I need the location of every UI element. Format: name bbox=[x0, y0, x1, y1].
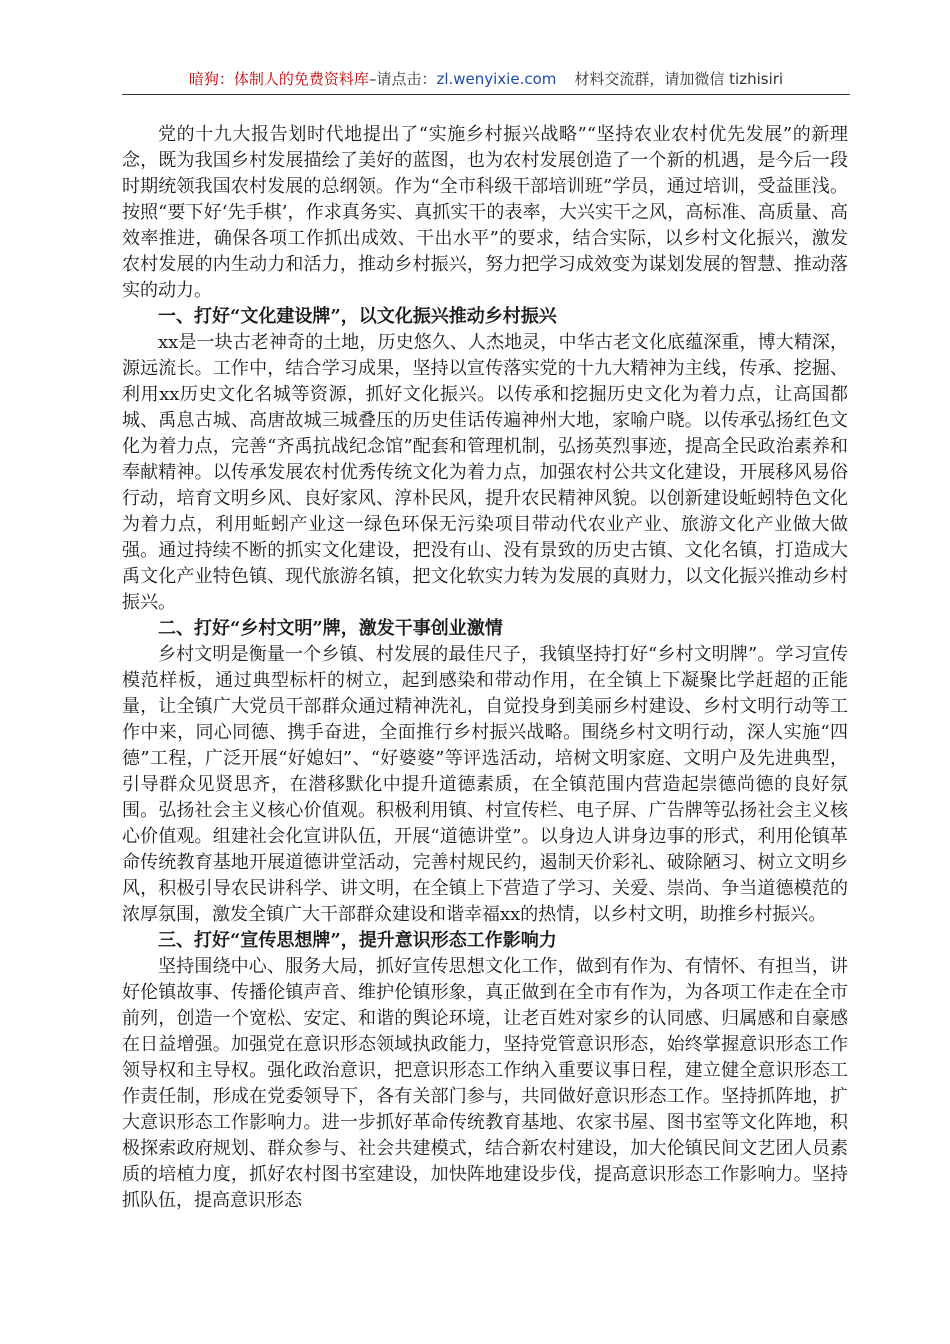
page-header bbox=[122, 66, 850, 95]
section-paragraph-2: 乡村文明是衡量一个乡镇、村发展的最佳尺子，我镇坚持打好“乡村文明牌”。学习宣传模范样板，通过典型标杆的树立，起到感染和带动作用，在全镇上下凝聚比学赶超的正能量，让全镇广大党员干部群众通过精神洗礼，自觉投身到美丽乡村建设、乡村文明行动等工作中来，同心同德、携手奋进，全面推行乡村振兴战略。围绕乡村文明行动，深人实施“四德”工程，广泛开展“好媳妇”、“好婆婆”等评选活动，培树文明家庭、文明户及先进典型，引导群众见贤思齐，在潜移默化中提升道德素质，在全镇范围内营造起崇德尚德的良好氛围。弘扬社会主义核心价值观。积极利用镇、村宣传栏、电子屏、广告牌等弘扬社会主义核心价值观。组建社会化宣讲队伍，开展“道德讲堂”。以身边人讲身边事的形式，利用伦镇革命传统教育基地开展道德讲堂活动，完善村规民约，遏制天价彩礼、破除陋习、树立文明乡风，积极引导农民讲科学、讲文明，在全镇上下营造了学习、关爱、崇尚、争当道德模范的浓厚氛围，激发全镇广大干部群众建设和谐幸福xx的热情，以乡村文明，助推乡村振兴。 bbox=[122, 644, 848, 925]
section-heading-2: 二、打好“乡村文明”牌，激发干事创业激情 bbox=[158, 618, 503, 639]
section-paragraph-3: 坚持围绕中心、服务大局，抓好宣传思想文化工作，做到有作为、有情怀、有担当，讲好伦镇故事、传播伦镇声音、维护伦镇形象，真正做到在全市有作为，为各项工作走在全市前列，创造一个宽松、安定、和谐的舆论环境，让老百姓对家乡的认同感、归属感和自豪感在日益增强。加强党在意识形态领域执政能力，坚持党管意识形态，始终掌握意识形态工作领导权和主导权。强化政治意识，把意识形态工作纳入重要议事日程，建立健全意识形态工作责任制，形成在党委领导下，各有关部门参与，共同做好意识形态工作。坚持抓阵地，扩大意识形态工作影响力。进一步抓好革命传统教育基地、农家书屋、图书室等文化阵地，积极探索政府规划、群众参与、社会共建模式，结合新农村建设，加大伦镇民间文艺团人员素质的培植力度，抓好农村图书室建设，加快阵地建设步伐，提高意识形态工作影响力。坚持抓队伍，提高意识形态 bbox=[122, 956, 848, 1211]
intro-paragraph: 党的十九大报告划时代地提出了“实施乡村振兴战略”“坚持农业农村优先发展”的新理念，既为我国乡村发展描绘了美好的蓝图，也为农村发展创造了一个新的机遇，是今后一段时期统领我国农村发展的总纲领。作为“全市科级干部培训班”学员，通过培训，受益匪浅。按照“要下好‘先手棋’，作求真务实、真抓实干的表率，大兴实干之风，高标准、高质量、高效率推进，确保各项工作抓出成效、干出水平”的要求，结合实际，以乡村文化振兴，激发农村发展的内生动力和活力，推动乡村振兴，努力把学习成效变为谋划发展的智慧、推动落实的动力。 bbox=[122, 124, 848, 301]
header-prompt: –请点击： bbox=[368, 70, 437, 88]
document-body bbox=[122, 122, 848, 1214]
header-url-link[interactable]: zl.wenyixie.com bbox=[436, 70, 557, 88]
header-brand: 暗狗：体制人的免费资料库 bbox=[188, 70, 369, 88]
section-heading-3: 三、打好“宣传思想牌”，提升意识形态工作影响力 bbox=[158, 930, 557, 951]
section-heading-1: 一、打好“文化建设牌”，以文化振兴推动乡村振兴 bbox=[158, 306, 557, 327]
header-wechat-note: 材料交流群，请加微信 tizhisiri bbox=[574, 70, 784, 88]
section-paragraph-1: xx是一块古老神奇的土地，历史悠久、人杰地灵，中华古老文化底蕴深重，博大精深，源远流长。工作中，结合学习成果，坚持以宣传落实党的十九大精神为主线，传承、挖掘、利用xx历史文化名城等资源，抓好文化振兴。以传承和挖掘历史文化为着力点，让高国都城、禹息古城、高唐故城三城叠压的历史佳话传遍神州大地，家喻户晓。以传承弘扬红色文化为着力点，完善“齐禹抗战纪念馆”配套和管理机制，弘扬英烈事迹，提高全民政治素养和奉献精神。以传承发展农村优秀传统文化为着力点，加强农村公共文化建设，开展移风易俗行动，培育文明乡风、良好家风、淳朴民风，提升农民精神风貌。以创新建设蚯蚓特色文化为着力点，利用蚯蚓产业这一绿色环保无污染项目带动代农业产业、旅游文化产业做大做强。通过持续不断的抓实文化建设，把没有山、没有景致的历史古镇、文化名镇，打造成大禹文化产业特色镇、现代旅游名镇，把文化软实力转为发展的真财力，以文化振兴推动乡村振兴。 bbox=[122, 332, 848, 613]
